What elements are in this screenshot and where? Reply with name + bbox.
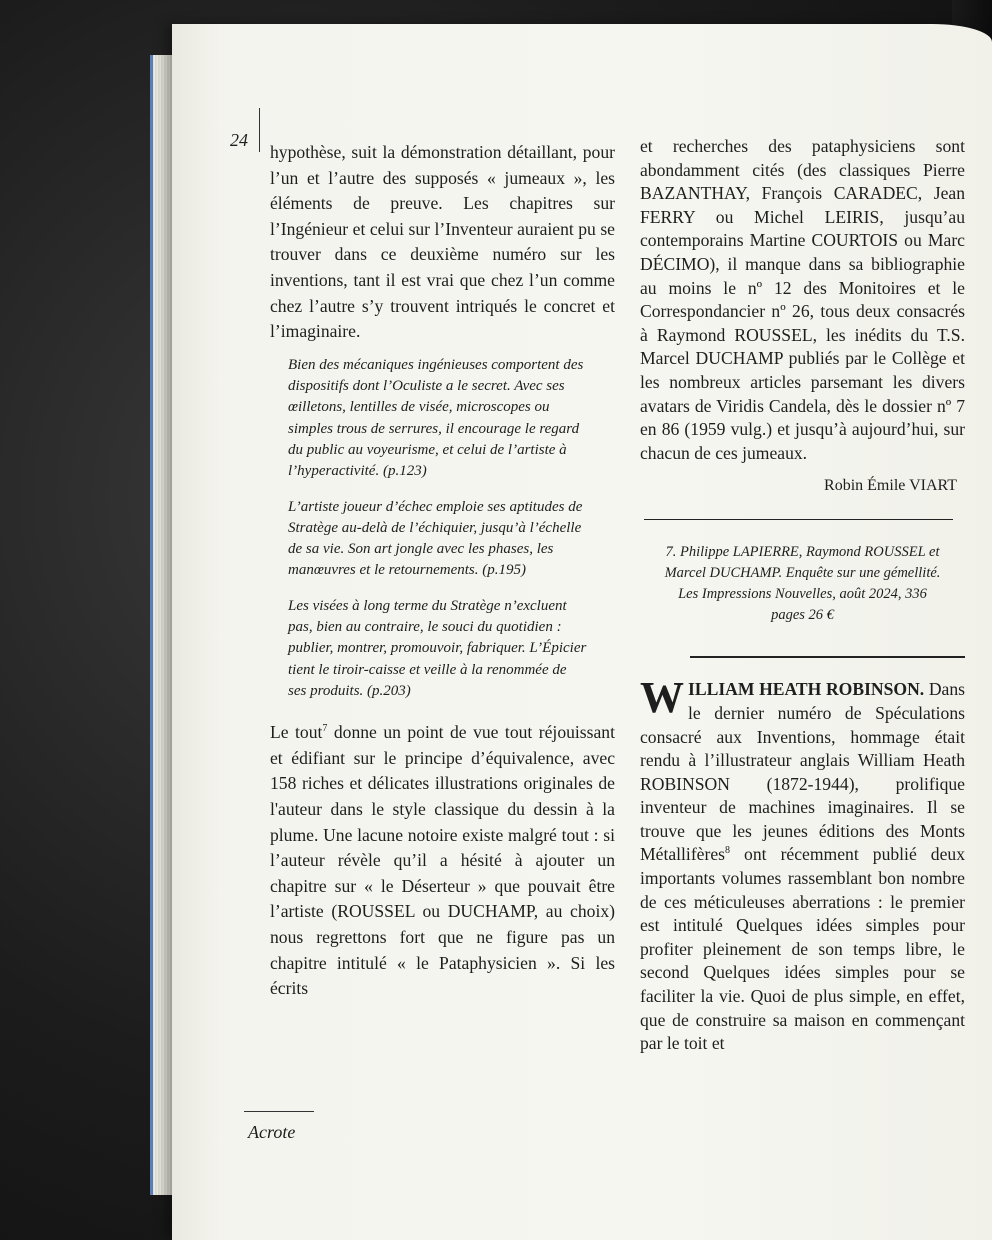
- author-signature: Robin Émile VIART: [824, 477, 957, 495]
- closing-paragraph: [270, 720, 615, 1002]
- running-footer: Acrote: [248, 1122, 296, 1142]
- quote-block: [288, 355, 588, 702]
- footnote-ref-7: 7: [322, 723, 328, 735]
- drop-cap: W: [640, 673, 684, 723]
- quote-stratege: L’artiste joueur d’échec emploie ses aptitudes de Stratège au-delà de l’échiquier, jusqu’à l’échelle de sa vie. Son art jongle avec les phases, les manœuvres et le retournements. (p.195): [288, 498, 583, 579]
- continuation-paragraph: et recherches des pataphysiciens sont abondamment cités (des classiques Pierre BAZANTHAY, François CARADEC, Jean FERRY ou Michel LEIRIS, jusqu’au contemporains Martine COURTOIS ou Marc DÉCIMO), il manque dans sa bibliographie au moins le nº 12 des Monitoires et le Correspondancier nº 26, tous deux consacrés à Raymond ROUSSEL, les inédits du T.S. Marcel DUCHAMP publiés par le Collège et les nombreux articles parsemant les divers avatars de Viridis Candela, dès le dossier nº 7 en 86 (1959 vulg.) et jusqu’à aujourd’hui, sur chacun de ces jumeaux.: [640, 136, 965, 463]
- section-divider: [690, 656, 965, 658]
- intro-paragraph: hypothèse, suit la démonstration détaillant, pour l’un et l’autre des supposés « jumeaux », les éléments de preuve. Les chapitres sur l’Ingénieur et celui sur l’Inventeur auraient pu se trouver dans ce deuxième numéro sur les inventions, tant il est vrai que chez l’un comme chez l’autre s’y trouvent intriqués le concret et l’imaginaire.: [270, 142, 615, 342]
- closing-rest: donne un point de vue tout réjouissant et édifiant sur le principe d’équivalence, avec 158 riches et délicates illustrations originales de l'auteur dans le style classique du dessin à la plume. Une lacune notoire existe malgré tout : si l’auteur révèle qu’il a hésité à ajouter un chapitre sur « le Déserteur » que pouvait être l’artiste (ROUSSEL ou DUCHAMP, au choix) nous regrettons fort que ne figure pas un chapitre intitulé « le Pataphysicien ». Si les écrits: [270, 722, 615, 999]
- footnote-divider: [644, 519, 953, 520]
- footnote-ref-8: 8: [725, 845, 730, 857]
- article-body-2: ont récemment publié deux importants volumes rassemblant bon nombre de ces méticuleuses aberrations : le premier est intitulé Quelques idées simples pour profiter pleinement de son temps libre, le second Quelques idées simples pour se faciliter la vie. Quoi de plus simple, en effet, que de construire sa maison en commençant par le toit et: [640, 844, 965, 1054]
- article-paragraph: [640, 673, 965, 1056]
- quote-epicier: Les visées à long terme du Stratège n’excluent pas, bien au contraire, le souci du quotidien : publier, montrer, promouvoir, fabriquer. L’Épicier tient le tiroir-caisse et veille à la renommée de ses produits. (p.203): [288, 597, 587, 699]
- left-column: [270, 140, 615, 1002]
- right-column: [640, 135, 965, 1056]
- footer-rule: [244, 1111, 314, 1112]
- article-heading: ILLIAM HEATH ROBINSON.: [688, 679, 925, 700]
- quote-oculiste: Bien des mécaniques ingénieuses comportent des dispositifs dont l’Oculiste a le secret. Avec ses œilletons, lentilles de visée, microscopes ou simples trous de serrures, il encourage le regard du public au voyeurisme, et celui de l’artiste à l’hyperactivité. (p.123): [288, 356, 584, 480]
- margin-rule: [259, 108, 260, 152]
- article-body-1: Dans le dernier numéro de Spéculations consacré aux Inventions, hommage était rendu à l’illustrateur anglais William Heath ROBINSON (1872-1944), prolifique inventeur de machines imaginaires. Il se trouve que les jeunes éditions des Monts Métallifères: [640, 679, 965, 865]
- footnote-7: 7. Philippe LAPIERRE, Raymond ROUSSEL et Marcel DUCHAMP. Enquête sur une gémellité. Les Impressions Nouvelles, août 2024, 336 pages 26 €: [664, 544, 941, 624]
- page-number: 24: [230, 130, 248, 150]
- closing-start: Le tout: [270, 722, 323, 743]
